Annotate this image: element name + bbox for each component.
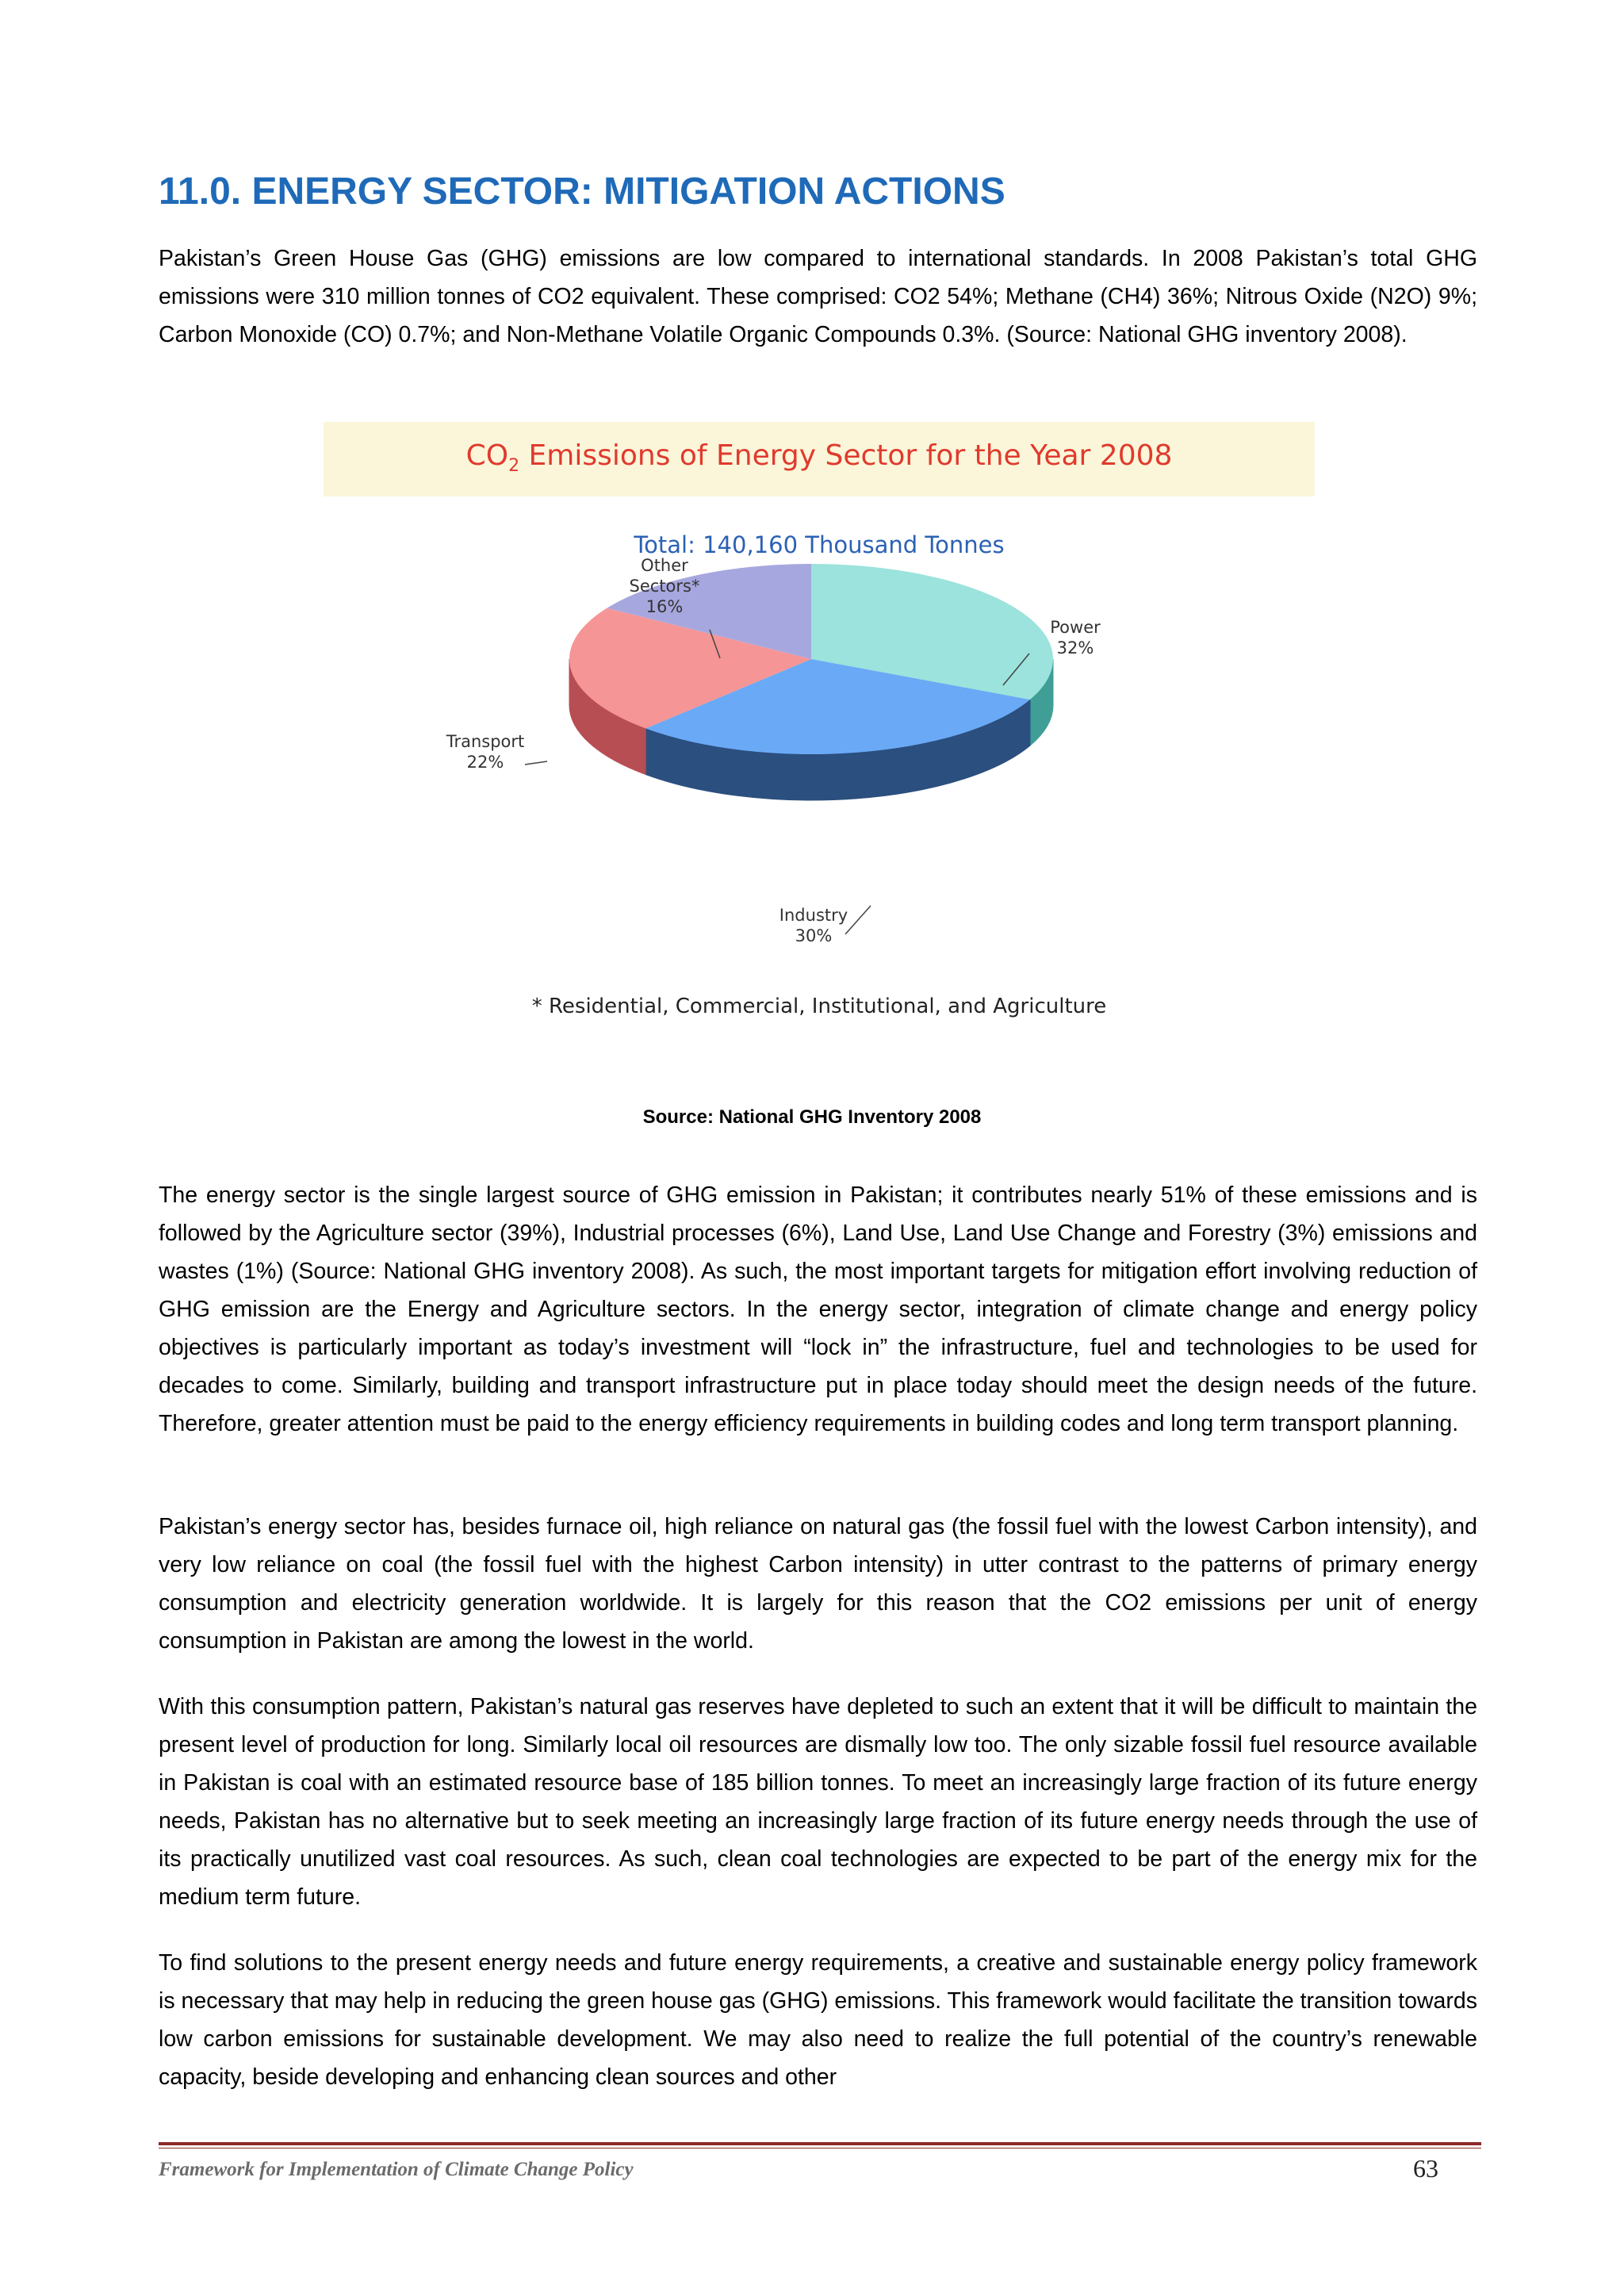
page-number: 63 [1413, 2154, 1438, 2183]
body-paragraph-1: The energy sector is the single largest source of GHG emission in Pakistan; it contributes nearly 51% of these emissions and is followed by the Agriculture sector (39%), Industrial processes (6%), Land Use, Land Use Change and Forestry (3%) emissions and wastes (1%) (Source: National GHG inventory 2008). As such, the most important targets for mitigation effort involving reduction of GHG emission are the Energy and Agriculture sectors. In the energy sector, integration of climate change and energy policy objectives is particularly important as today’s investment will “lock in” the infrastructure, fuel and technologies to be used for decades to come. Similarly, building and transport infrastructure put in place today should meet the design needs of the future. Therefore, greater attention must be paid to the energy efficiency requirements in building codes and long term transport planning. [159, 1182, 1477, 1436]
pie-label-value: 16% [645, 597, 684, 616]
figure-title-co: CO [465, 439, 509, 472]
body-paragraph-3: With this consumption pattern, Pakistan’s natural gas reserves have depleted to such an extent that it will be difficult to maintain the present level of production for long. Similarly local oil resources are dismally low too. The only sizable fossil fuel resource available in Pakistan is coal with an estimated resource base of 185 billion tonnes. To meet an increasingly large fraction of its future energy needs, Pakistan has no alternative but to seek meeting an increasingly large fraction of its future energy needs through the use of its practically unutilized vast coal resources. As such, clean coal technologies are expected to be part of the energy mix for the medium term future. [159, 1694, 1477, 1910]
emissions-figure [324, 422, 1315, 1033]
body-paragraph-4: To find solutions to the present energy needs and future energy requirements, a creative and sustainable energy policy framework is necessary that may help in reducing the green house gas (GHG) emissions. This framework would facilitate the transition towards low carbon emissions for sustainable development. We may also need to realize the full potential of the country’s renewable capacity, beside developing and enhancing clean sources and other [159, 1950, 1477, 2090]
intro-paragraph: Pakistan’s Green House Gas (GHG) emissions are low compared to international standards. In 2008 Pakistan’s total GHG emissions were 310 million tonnes of CO2 equivalent. These comprised: CO2 54%; Methane (CH4) 36%; Nitrous Oxide (N2O) 9%; Carbon Monoxide (CO) 0.7%; and Non-Methane Volatile Organic Compounds 0.3%. (Source: National GHG inventory 2008). [159, 246, 1477, 347]
pie-label-name: Transport [446, 732, 525, 751]
pie-label-group-2 [446, 732, 547, 772]
pie-label-name: Other [641, 556, 688, 575]
pie-chart [324, 422, 1315, 1033]
figure-title-subscript: 2 [508, 456, 520, 477]
section-heading: 11.0. ENERGY SECTOR: MITIGATION ACTIONS [159, 171, 1005, 213]
pie-label-value: 32% [1056, 638, 1094, 657]
pie-label-value: 22% [466, 753, 504, 772]
figure-total: Total: 140,160 Thousand Tonnes [634, 531, 1005, 558]
body-paragraph-2: Pakistan’s energy sector has, besides furnace oil, high reliance on natural gas (the fossil fuel with the lowest Carbon intensity), and very low reliance on coal (the fossil fuel with the highest Carbon intensity) in utter contrast to the patterns of primary energy consumption and electricity generation worldwide. It is largely for this reason that the CO2 emissions per unit of energy consumption in Pakistan are among the lowest in the world. [159, 1514, 1477, 1654]
figure-caption: Source: National GHG Inventory 2008 [642, 1106, 982, 1128]
leader-line [525, 761, 547, 765]
pie-label-name: Sectors* [629, 577, 700, 596]
pie-label-name: Power [1050, 618, 1101, 637]
leader-line [845, 906, 871, 934]
figure-title-rest: Emissions of Energy Sector for the Year 2008 [519, 439, 1173, 472]
pie-label-name: Industry [779, 906, 848, 925]
pie-label-group-1 [779, 906, 871, 945]
figure-footnote: * Residential, Commercial, Institutional, and Agriculture [531, 995, 1107, 1018]
footer-title: Framework for Implementation of Climate Change Policy [159, 2159, 634, 2180]
footer-rule-thick [159, 2142, 1481, 2145]
pie-label-value: 30% [795, 926, 833, 945]
